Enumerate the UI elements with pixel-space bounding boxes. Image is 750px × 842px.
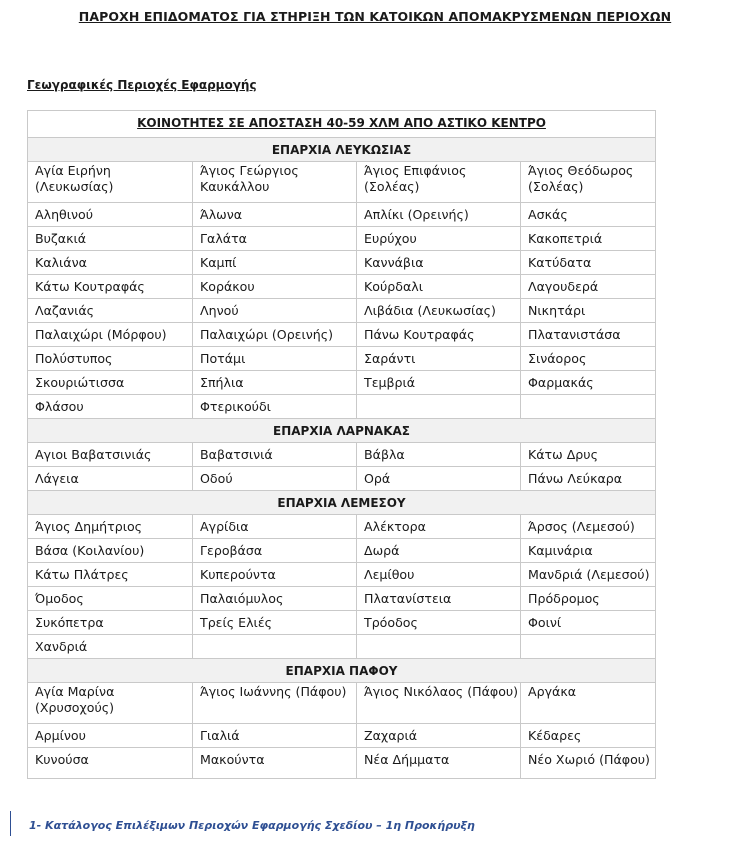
community-cell: Άλωνα: [193, 203, 357, 227]
community-cell: Παλαιόμυλος: [193, 587, 357, 611]
community-cell: Λάγεια: [28, 467, 193, 491]
community-cell: Αργάκα: [521, 683, 656, 724]
table-row: [28, 275, 656, 299]
empty-cell: [521, 395, 656, 419]
caption-marker: [10, 811, 11, 836]
community-cell: Χανδριά: [28, 635, 193, 659]
community-cell: Πλατανίστεια: [357, 587, 521, 611]
community-cell: Σαράντι: [357, 347, 521, 371]
community-cell: Νέο Χωριό (Πάφου): [521, 748, 656, 779]
community-cell: Δωρά: [357, 539, 521, 563]
community-cell: Πλατανιστάσα: [521, 323, 656, 347]
community-cell: Ευρύχου: [357, 227, 521, 251]
community-cell: Σκουριώτισσα: [28, 371, 193, 395]
community-cell: Ορά: [357, 467, 521, 491]
community-cell: Μανδριά (Λεμεσού): [521, 563, 656, 587]
table-row: [28, 227, 656, 251]
community-cell: Κατύδατα: [521, 251, 656, 275]
communities-table-body: [28, 111, 656, 779]
community-cell: Κούρδαλι: [357, 275, 521, 299]
table-row: [28, 467, 656, 491]
community-cell: Άγιος Θεόδωρος (Σολέας): [521, 162, 656, 203]
figure-caption: 1- Κατάλογος Επιλέξιμων Περιοχών Εφαρμογής Σχεδίου – 1η Προκήρυξη: [29, 819, 475, 832]
community-cell: Πολύστυπος: [28, 347, 193, 371]
community-cell: Άγιος Επιφάνιος (Σολέας): [357, 162, 521, 203]
community-cell: Κυνούσα: [28, 748, 193, 779]
table-row: [28, 347, 656, 371]
empty-cell: [357, 635, 521, 659]
community-cell: Νέα Δήμματα: [357, 748, 521, 779]
community-cell: Κέδαρες: [521, 724, 656, 748]
community-cell: Άγιος Γεώργιος Καυκάλλου: [193, 162, 357, 203]
community-cell: Παλαιχώρι (Ορεινής): [193, 323, 357, 347]
district-header-row: [28, 138, 656, 162]
community-cell: Ληνού: [193, 299, 357, 323]
community-cell: Αλέκτορα: [357, 515, 521, 539]
table-row: [28, 683, 656, 724]
district-header-row: [28, 491, 656, 515]
table-row: [28, 323, 656, 347]
community-cell: Τρείς Ελιές: [193, 611, 357, 635]
community-cell: Νικητάρι: [521, 299, 656, 323]
empty-cell: [521, 635, 656, 659]
community-cell: Βάσα (Κοιλανίου): [28, 539, 193, 563]
community-cell: Καμπί: [193, 251, 357, 275]
community-cell: Λαζανιάς: [28, 299, 193, 323]
table-row: [28, 299, 656, 323]
community-cell: Γεροβάσα: [193, 539, 357, 563]
table-row: [28, 251, 656, 275]
community-cell: Σινάορος: [521, 347, 656, 371]
table-row: [28, 563, 656, 587]
community-cell: Κάτω Πλάτρες: [28, 563, 193, 587]
community-cell: Αρμίνου: [28, 724, 193, 748]
community-cell: Αληθινού: [28, 203, 193, 227]
community-cell: Καλιάνα: [28, 251, 193, 275]
table-row: [28, 162, 656, 203]
community-cell: Βάβλα: [357, 443, 521, 467]
district-header-row: [28, 419, 656, 443]
community-cell: Αγία Ειρήνη (Λευκωσίας): [28, 162, 193, 203]
table-main-header: ΚΟΙΝΟΤΗΤΕΣ ΣΕ ΑΠΟΣΤΑΣΗ 40-59 ΧΛΜ ΑΠΟ ΑΣΤΙΚΟ ΚΕΝΤΡΟ: [28, 111, 656, 138]
community-cell: Οδού: [193, 467, 357, 491]
table-row: [28, 395, 656, 419]
community-cell: Φτερικούδι: [193, 395, 357, 419]
community-cell: Αγρίδια: [193, 515, 357, 539]
empty-cell: [357, 395, 521, 419]
table-row: [28, 635, 656, 659]
community-cell: Απλίκι (Ορεινής): [357, 203, 521, 227]
community-cell: Συκόπετρα: [28, 611, 193, 635]
community-cell: Πάνω Λεύκαρα: [521, 467, 656, 491]
community-cell: Κοράκου: [193, 275, 357, 299]
community-cell: Βυζακιά: [28, 227, 193, 251]
table-header-row: [28, 111, 656, 138]
community-cell: Τρόοδος: [357, 611, 521, 635]
district-header: ΕΠΑΡΧΙΑ ΠΑΦΟΥ: [28, 659, 656, 683]
community-cell: Φλάσου: [28, 395, 193, 419]
table-row: [28, 724, 656, 748]
community-cell: Παλαιχώρι (Μόρφου): [28, 323, 193, 347]
community-cell: Λιβάδια (Λευκωσίας): [357, 299, 521, 323]
table-row: [28, 203, 656, 227]
table-row: [28, 539, 656, 563]
table-row: [28, 587, 656, 611]
community-cell: Άρσος (Λεμεσού): [521, 515, 656, 539]
community-cell: Ποτάμι: [193, 347, 357, 371]
community-cell: Καννάβια: [357, 251, 521, 275]
community-cell: Γαλάτα: [193, 227, 357, 251]
table-row: [28, 515, 656, 539]
community-cell: Κάτω Κουτραφάς: [28, 275, 193, 299]
table-row: [28, 748, 656, 779]
community-cell: Πρόδρομος: [521, 587, 656, 611]
empty-cell: [193, 635, 357, 659]
community-cell: Σπήλια: [193, 371, 357, 395]
community-cell: Ασκάς: [521, 203, 656, 227]
table-row: [28, 611, 656, 635]
district-header-row: [28, 659, 656, 683]
table-row: [28, 443, 656, 467]
community-cell: Αγιοι Βαβατσινιάς: [28, 443, 193, 467]
section-label: Γεωγραφικές Περιοχές Εφαρμογής: [27, 78, 257, 92]
community-cell: Άγιος Ιωάννης (Πάφου): [193, 683, 357, 724]
district-header: ΕΠΑΡΧΙΑ ΛΑΡΝΑΚΑΣ: [28, 419, 656, 443]
community-cell: Άγιος Νικόλαος (Πάφου): [357, 683, 521, 724]
community-cell: Όμοδος: [28, 587, 193, 611]
document-title: ΠΑΡΟΧΗ ΕΠΙΔΟΜΑΤΟΣ ΓΙΑ ΣΤΗΡΙΞΗ ΤΩΝ ΚΑΤΟΙΚΩΝ ΑΠΟΜΑΚΡΥΣΜΕΝΩΝ ΠΕΡΙΟΧΩΝ: [78, 9, 672, 24]
community-cell: Φαρμακάς: [521, 371, 656, 395]
community-cell: Αγία Μαρίνα (Χρυσοχούς): [28, 683, 193, 724]
community-cell: Πάνω Κουτραφάς: [357, 323, 521, 347]
community-cell: Καμινάρια: [521, 539, 656, 563]
community-cell: Λεμίθου: [357, 563, 521, 587]
community-cell: Μακούντα: [193, 748, 357, 779]
community-cell: Κυπερούντα: [193, 563, 357, 587]
community-cell: Γιαλιά: [193, 724, 357, 748]
community-cell: Λαγουδερά: [521, 275, 656, 299]
community-cell: Κάτω Δρυς: [521, 443, 656, 467]
district-header: ΕΠΑΡΧΙΑ ΛΕΥΚΩΣΙΑΣ: [28, 138, 656, 162]
community-cell: Κακοπετριά: [521, 227, 656, 251]
communities-table: [27, 110, 656, 779]
community-cell: Άγιος Δημήτριος: [28, 515, 193, 539]
table-row: [28, 371, 656, 395]
community-cell: Τεμβριά: [357, 371, 521, 395]
community-cell: Ζαχαριά: [357, 724, 521, 748]
community-cell: Φοινί: [521, 611, 656, 635]
community-cell: Βαβατσινιά: [193, 443, 357, 467]
district-header: ΕΠΑΡΧΙΑ ΛΕΜΕΣΟΥ: [28, 491, 656, 515]
